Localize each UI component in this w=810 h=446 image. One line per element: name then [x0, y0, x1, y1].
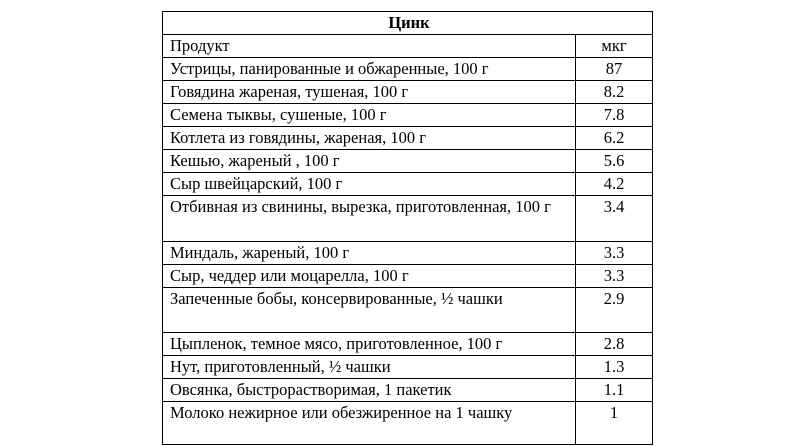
table-row	[163, 150, 653, 173]
zinc-value: 6.2	[576, 127, 653, 150]
product-name: Котлета из говядины, жареная, 100 г	[163, 127, 576, 150]
zinc-value: 3.3	[576, 242, 653, 265]
zinc-value: 7.8	[576, 104, 653, 127]
table-row	[163, 127, 653, 150]
product-name: Нут, приготовленный, ½ чашки	[163, 356, 576, 379]
zinc-value: 2.8	[576, 333, 653, 356]
table-row	[163, 173, 653, 196]
product-name: Отбивная из свинины, вырезка, приготовленная, 100 г	[163, 196, 576, 242]
zinc-value: 1.1	[576, 379, 653, 402]
product-name: Устрицы, панированные и обжаренные, 100 г	[163, 58, 576, 81]
table-row	[163, 265, 653, 288]
table-row	[163, 402, 653, 445]
product-name: Цыпленок, темное мясо, приготовленное, 100 г	[163, 333, 576, 356]
zinc-table	[162, 11, 653, 445]
product-name: Семена тыквы, сушеные, 100 г	[163, 104, 576, 127]
zinc-value: 1	[576, 402, 653, 445]
table-row	[163, 356, 653, 379]
table-title: Цинк	[163, 12, 653, 35]
product-name: Овсянка, быстрорастворимая, 1 пакетик	[163, 379, 576, 402]
product-name: Сыр швейцарский, 100 г	[163, 173, 576, 196]
table-row	[163, 333, 653, 356]
table-title-row	[163, 12, 653, 35]
table-row	[163, 81, 653, 104]
table-row	[163, 58, 653, 81]
zinc-value: 1.3	[576, 356, 653, 379]
header-unit: мкг	[576, 35, 653, 58]
product-name: Кешью, жареный , 100 г	[163, 150, 576, 173]
zinc-value: 5.6	[576, 150, 653, 173]
zinc-value: 8.2	[576, 81, 653, 104]
product-name: Молоко нежирное или обезжиренное на 1 чашку	[163, 402, 576, 445]
header-product: Продукт	[163, 35, 576, 58]
zinc-value: 2.9	[576, 288, 653, 333]
table-row	[163, 196, 653, 242]
table-row	[163, 104, 653, 127]
product-name: Миндаль, жареный, 100 г	[163, 242, 576, 265]
product-name: Запеченные бобы, консервированные, ½ чашки	[163, 288, 576, 333]
product-name: Сыр, чеддер или моцарелла, 100 г	[163, 265, 576, 288]
zinc-value: 4.2	[576, 173, 653, 196]
table-row	[163, 379, 653, 402]
zinc-value: 87	[576, 58, 653, 81]
table-row	[163, 288, 653, 333]
table-header-row	[163, 35, 653, 58]
zinc-value: 3.4	[576, 196, 653, 242]
product-name: Говядина жареная, тушеная, 100 г	[163, 81, 576, 104]
zinc-value: 3.3	[576, 265, 653, 288]
table-row	[163, 242, 653, 265]
